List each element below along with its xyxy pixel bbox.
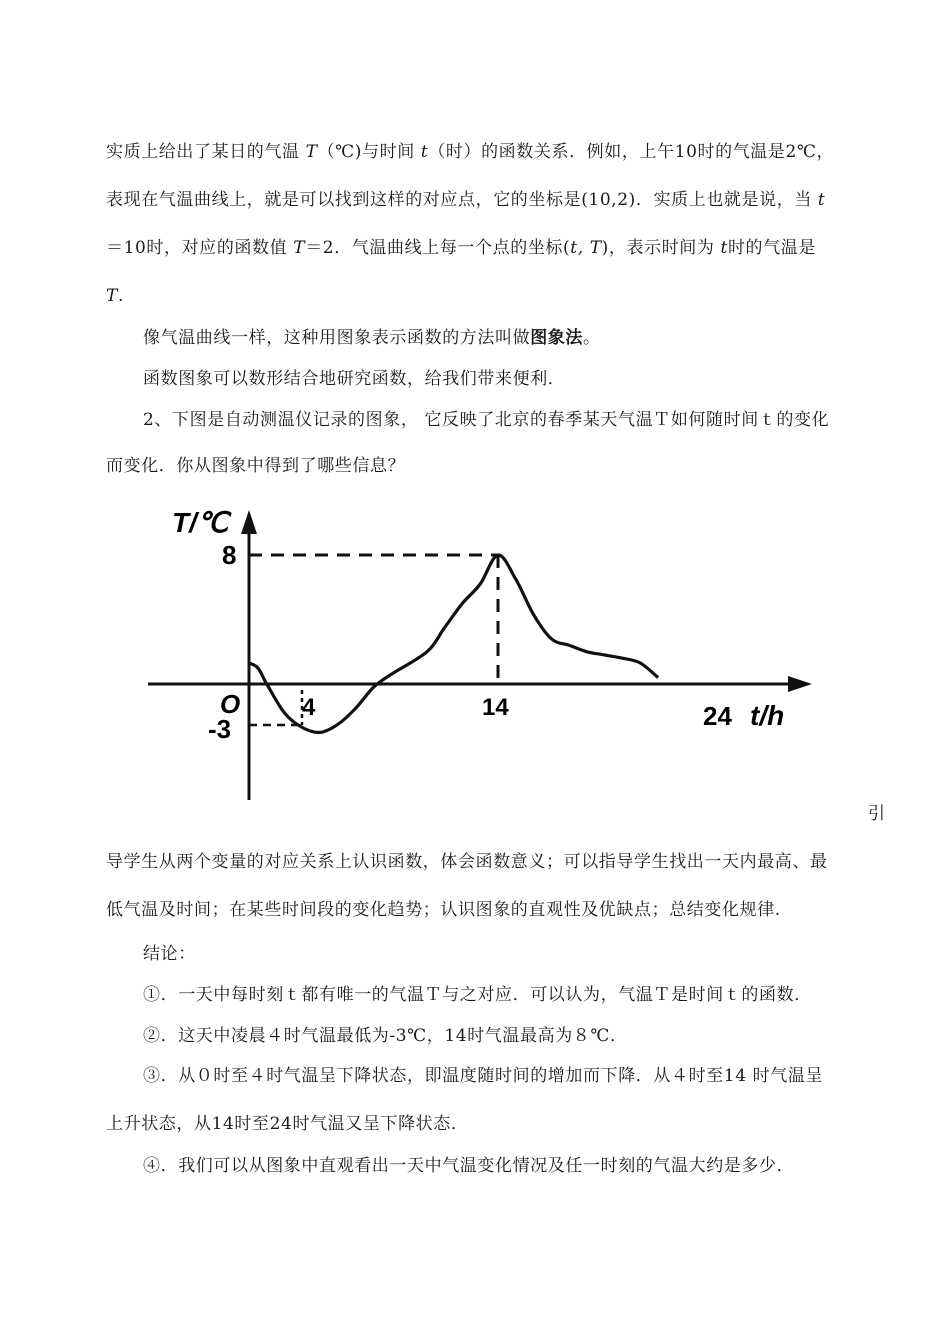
para4-line1: 导学生从两个变量的对应关系上认识函数，体会函数意义；可以指导学生找出一天内最高、最	[106, 852, 828, 872]
para4-line2: 低气温及时间；在某些时间段的变化趋势；认识图象的直观性及优缺点；总结变化规律.	[106, 900, 781, 920]
x-tick-14: 14	[482, 694, 509, 721]
conclusion-1: ①．一天中每时刻ｔ都有唯一的气温Ｔ与之对应．可以认为，气温Ｔ是时间ｔ的函数．	[143, 985, 812, 1005]
x-axis-arrow	[788, 676, 812, 692]
y-axis-label: T/℃	[172, 507, 229, 538]
para1-line3: ＝10时，对应的函数值 T＝2．气温曲线上每一个点的坐标(t, T)，表示时间为 t时的气温是	[106, 238, 816, 258]
conclusion-3-line1: ③．从０时至４时气温呈下降状态，即温度随时间的增加而下降．从４时至14 时气温呈	[143, 1066, 824, 1086]
temperature-chart	[140, 500, 820, 810]
term-graph-method: 图象法	[530, 328, 584, 348]
question2-line2: 而变化．你从图象中得到了哪些信息？	[106, 456, 406, 476]
para3: 函数图象可以数形结合地研究函数，给我们带来便利．	[143, 369, 566, 389]
y-axis-arrow	[241, 510, 257, 534]
trailing-char: 引	[868, 804, 886, 824]
x-tick-4: 4	[302, 694, 316, 721]
conclusion-2: ②．这天中凌晨４时气温最低为-3℃，14时气温最高为８℃．	[143, 1026, 628, 1046]
para1-line2: 表现在气温曲线上，就是可以找到这样的对应点，它的坐标是(10,2)．实质上也就是说，当 t	[106, 190, 826, 210]
origin-label: O	[220, 689, 241, 719]
question2-line1: 2、下图是自动测温仪记录的图象， 它反映了北京的春季某天气温Ｔ如何随时间ｔ的变化	[143, 410, 830, 430]
conclusion-4: ④．我们可以从图象中直观看出一天中气温变化情况及任一时刻的气温大约是多少．	[143, 1156, 795, 1176]
x-tick-24: 24	[703, 701, 732, 731]
para2: 像气温曲线一样，这种用图象表示函数的方法叫做图象法。	[143, 328, 601, 348]
para1-line1: 实质上给出了某日的气温 T（℃)与时间 t（时）的函数关系．例如，上午10时的气温是2℃，	[106, 142, 835, 162]
y-tick-8: 8	[222, 540, 237, 570]
x-axis-label: t/h	[750, 700, 785, 731]
conclusion-heading: 结论：	[143, 944, 196, 964]
conclusion-3-line2: 上升状态，从14时至24时气温又呈下降状态．	[106, 1114, 469, 1134]
para1-line4: T.	[106, 286, 124, 306]
y-tick-neg3: -3	[208, 714, 232, 744]
